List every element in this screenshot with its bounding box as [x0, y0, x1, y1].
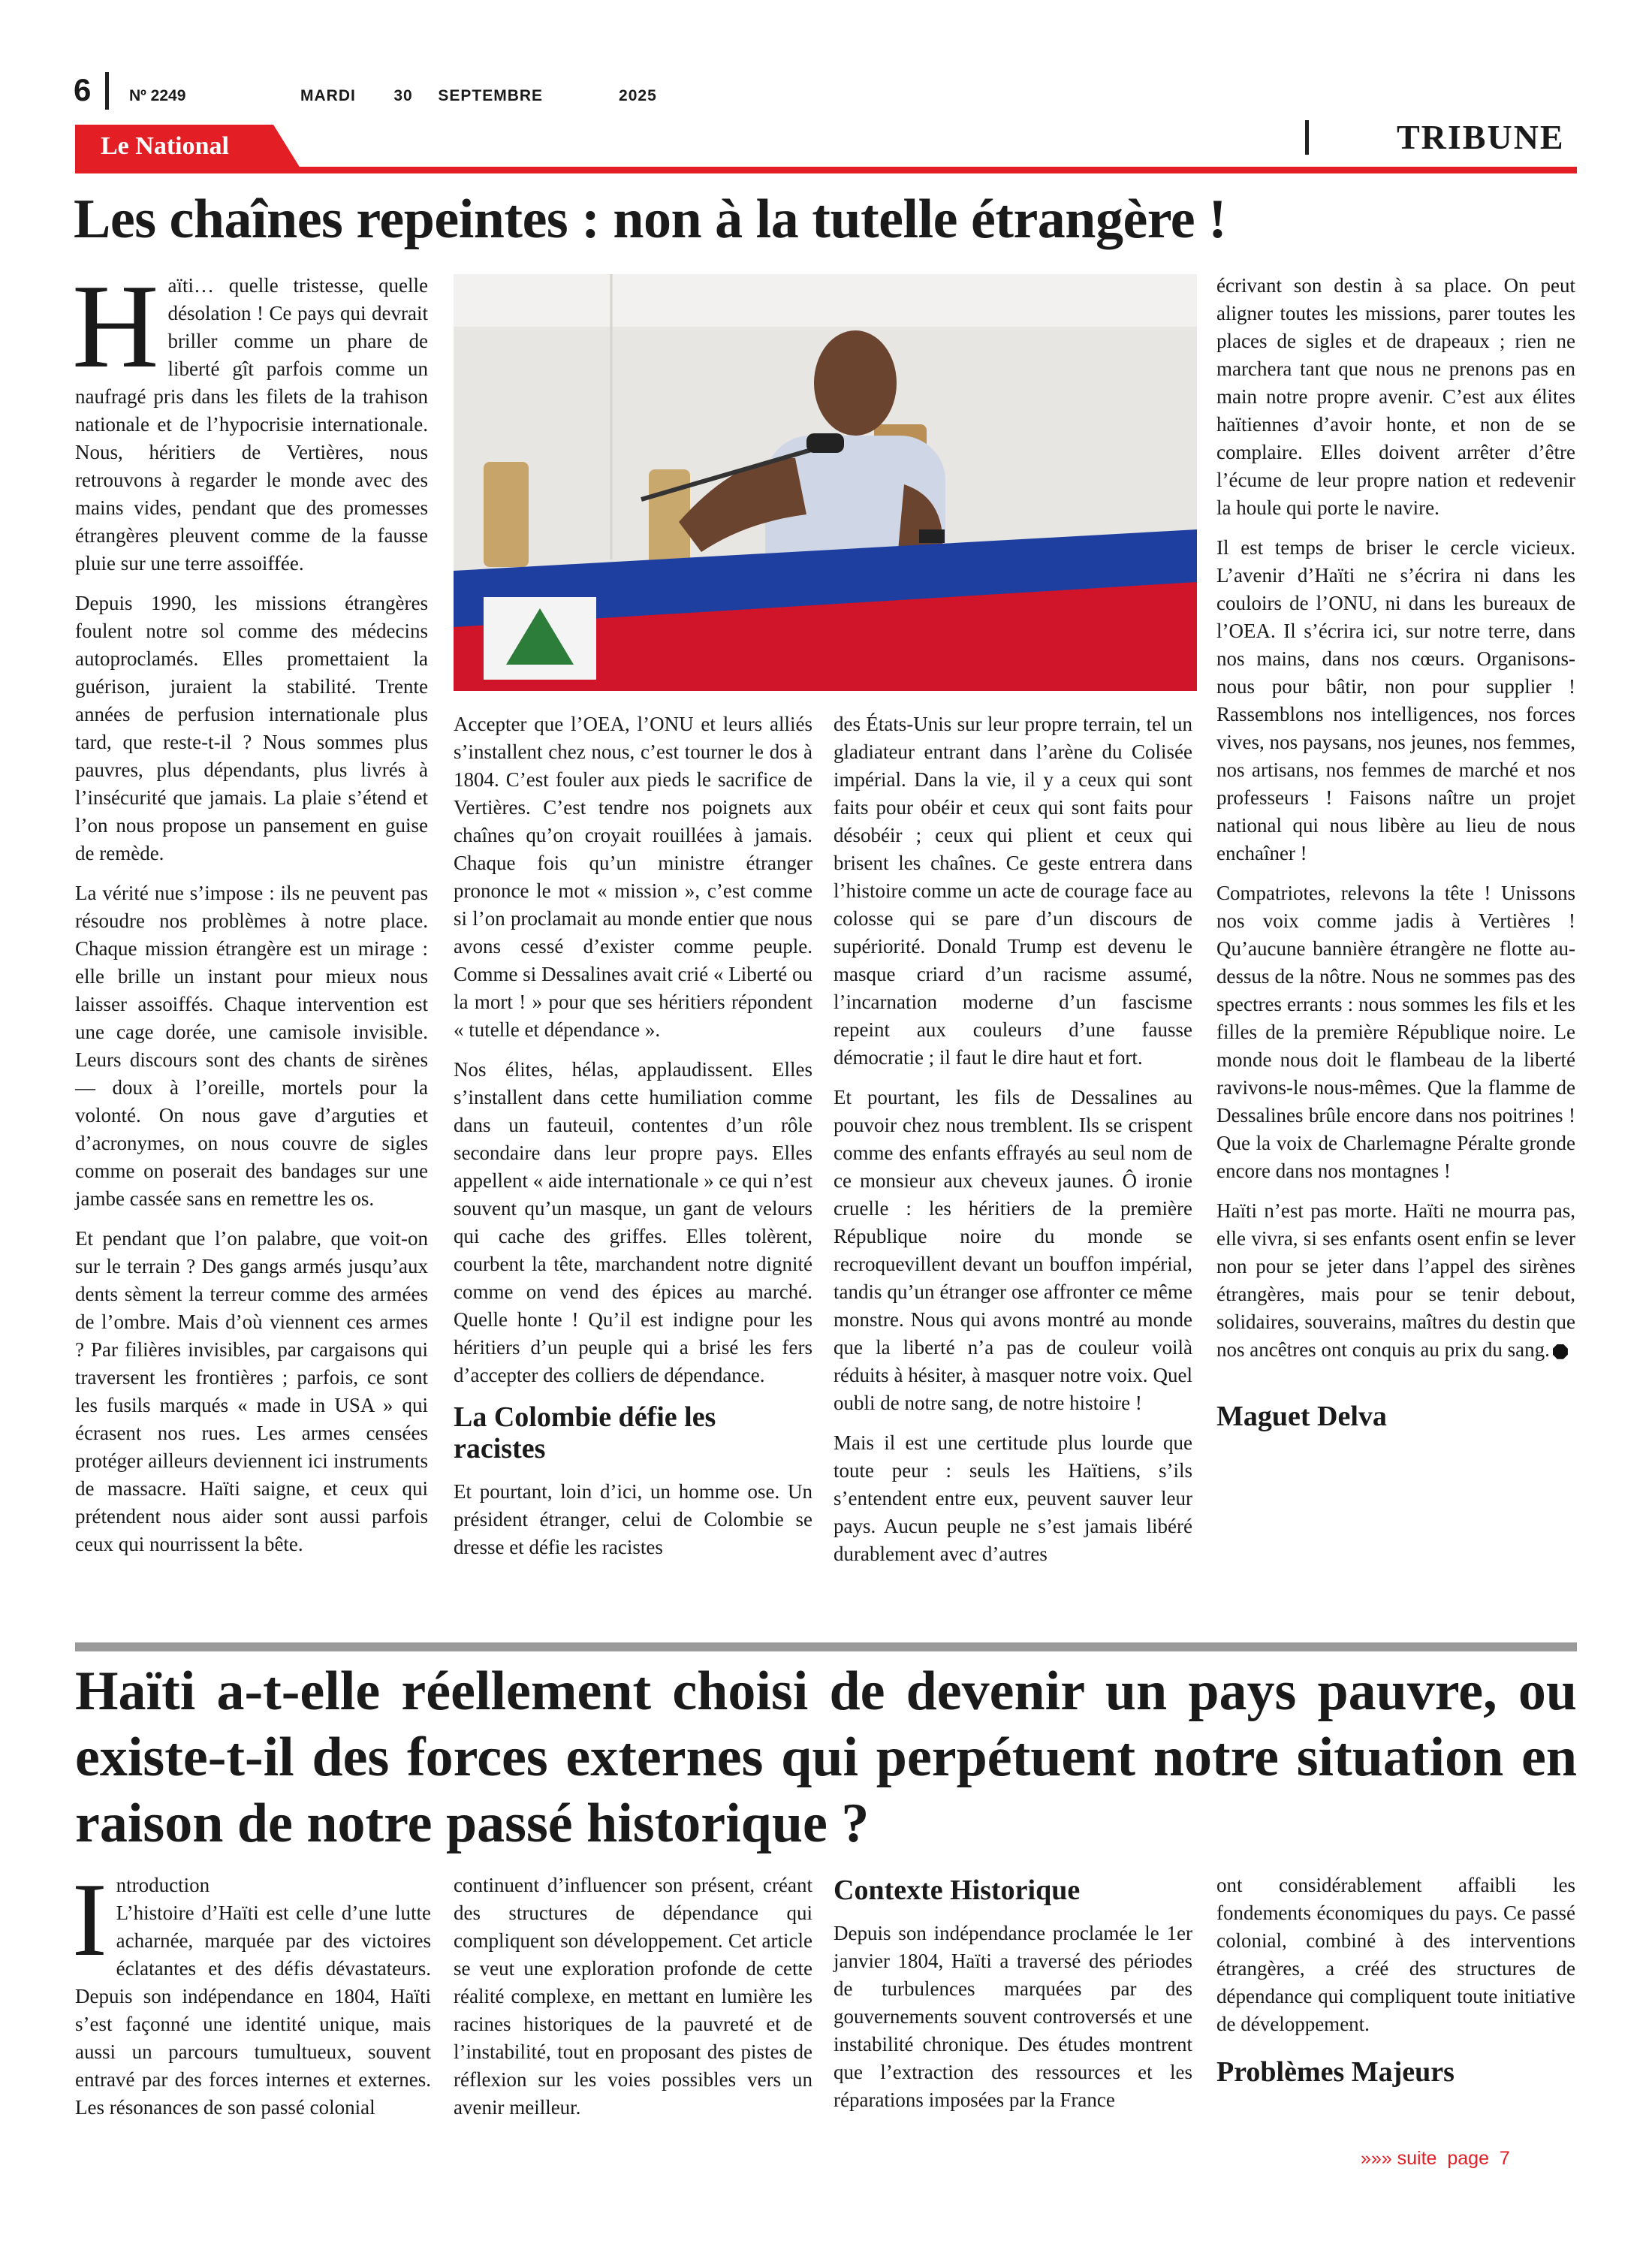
article-separator [75, 1642, 1577, 1651]
article1-paragraph: Nos élites, hélas, applaudissent. Elles s’installent dans cette humiliation comme dans un fauteuil, contentes d’un rôle secondaire dans leur propre pays. Elles appellent « aide internationale » ce qui n’est souvent qu’un masque, un gant de velours qui cache des griffes. Elles tolèrent, courbent la tête, marchandent notre dignité comme on vend des épices au marché. Quelle honte ! Qu’il est indigne pour les héritiers d’un peuple qui a brisé les fers d’accepter des colliers de dépendance. [454, 1058, 812, 1386]
brand-logo: Le National [101, 132, 229, 160]
issue-date: MARDI 30 SEPTEMBRE 2025 [300, 87, 657, 104]
article2-paragraph: continuent d’influencer son présent, créant des structures de dépendance qui compliquent son développement. Cet article se veut une exploration profonde de cette réalité complexe, en mettant en lumière les racines historiques de la pauvreté et de l’instabilité, tout en proposant des pistes de réflexion sur les voies possibles vers un avenir meilleur. [454, 1874, 812, 2119]
article2-paragraph: ont considérablement affaibli les fondements économiques du pays. Ce passé colonial, combiné à des interventions étrangères, a créé des structures de dépendance qui compliquent toute initiative de développement. [1216, 1874, 1575, 2035]
article1-paragraph: Haïti n’est pas morte. Haïti ne mourra pas, elle vivra, si ses enfants osent enfin se lever non pour se jeter dans l’appel des sirènes étrangères, mais pour se tenir debout, solidaires, souverains, maîtres du destin que nos ancêtres ont conquis au prix du sang. [1216, 1199, 1575, 1361]
article1-column-4 [1216, 272, 1575, 1431]
page-number-divider [105, 72, 109, 110]
article1-column-3 [834, 710, 1192, 1580]
article1-paragraph: Haïti… quelle tristesse, quelle désolation ! Ce pays qui devrait briller comme un phare de liberté gît parfois comme un naufragé pris dans les filets de la trahison nationale et de l’hypocrisie internationale. Nous, héritiers de Vertières, nous retrouvons à regarder le monde avec des mains vides, pendant que des promesses étrangères pleuvent comme de la fausse pluie sur une terre assoiffée. [72, 259, 428, 575]
article1-paragraph: Depuis 1990, les missions étrangères foulent notre sol comme des médecins autoproclamés. Elles promettaient la guérison, juraient la stabilité. Trente années de perfusion internationale plus tard, que reste-t-il ? Nous sommes plus pauvres, plus dépendants, plus livrés à l’insécurité que jamais. La plaie s’étend et l’on nous propose un pansement en guise de remède. [75, 592, 428, 864]
article1-author: Maguet Delva [1216, 1401, 1387, 1432]
article2-column-3 [834, 1871, 1192, 2126]
article1-column-2 [454, 710, 812, 1573]
article2-dropcap: I [72, 1862, 107, 1978]
article1-paragraph: Il est temps de briser le cercle vicieux. L’avenir d’Haïti ne s’écrira ni dans les couloirs de l’ONU, ni dans les bureaux de l’OEA. Il s’écrira ici, sur notre terre, dans nos mains, dans nos cœurs. Organisons-nous pour bâtir, non pour supplier ! Rassemblons nos intelligences, nos forces vives, nos paysans, nos jeunes, nos femmes, nos artisans, nos femmes de marché et nos professeurs ! Faisons naître un projet national qui nous libère au lieu de nous enchaîner ! [1216, 536, 1575, 864]
page-number: 6 [74, 72, 92, 107]
speaker-photo-illustration [454, 274, 1197, 691]
article-photo [454, 274, 1197, 691]
article1-paragraph: Et pourtant, les fils de Dessalines au pouvoir chez nous tremblent. Ils se crispent comme des enfants effrayés au seul nom de ce monsieur aux cheveux jaunes. Ô ironie cruelle : les héritiers de la première République noire du monde se recroquevillent devant un bouffon impérial, tandis qu’un étranger ose affronter ce même monstre. Nous qui avons montré au monde que la liberté n’a pas de couleur voilà réduits à hésiter, à masquer notre voix. Quel oubli de notre sang, de notre histoire ! [834, 1086, 1192, 1414]
article1-paragraph: Accepter que l’OEA, l’ONU et leurs alliés s’installent chez nous, c’est tourner le dos à 1804. C’est fouler aux pieds le sacrifice de Vertières. C’est tendre nos poignets aux chaînes qu’on croyait rouillées à jamais. Chaque fois qu’un ministre étranger prononce le mot « mission », c’est comme si l’on proclamait au monde entier que nous avons cessé d’exister comme peuple. Comme si Dessalines avait crié « Liberté ou la mort ! » pour que ses héritiers répondent « tutelle et dépendance ». [454, 713, 812, 1041]
article2-subheading: Problèmes Majeurs [1216, 2056, 1455, 2088]
article1-paragraph: écrivant son destin à sa place. On peut aligner toutes les missions, parer toutes les places de sigles et de drapeaux ; rien ne marchera tant que nous ne prenons pas en main notre propre avenir. C’est aux élites haïtiennes d’avoir honte, et non de se complaire. Elles doivent arrêter d’être l’écume de leur propre nation et redevenir la houle qui porte le navire. [1216, 274, 1575, 519]
article2-column-1 [72, 1862, 431, 2134]
article2-column-2 [454, 1871, 812, 2134]
article1-paragraph: des États-Unis sur leur propre terrain, tel un gladiateur entrant dans l’arène du Colisée impérial. Dans la vie, il y a ceux qui sont faits pour obéir et ceux qui sont faits pour désobéir ; ceux qui plient et ceux qui brisent les chaînes. Ce geste entrera dans l’histoire comme un acte de courage face au colosse qui se pare d’un discours de supériorité. Donald Trump est devenu le masque criard d’un racisme assumé, l’incarnation moderne d’un fascisme repeint aux couleurs d’une fausse démocratie ; il faut le dire haut et fort. [834, 713, 1192, 1069]
section-label: TRIBUNE [1397, 118, 1565, 156]
header-rule [75, 167, 1577, 173]
article1-paragraph: Et pourtant, loin d’ici, un homme ose. Un président étranger, celui de Colombie se dresse et défie les racistes [454, 1480, 812, 1558]
article1-subheading: La Colombie défie les racistes [454, 1401, 716, 1464]
article1-column-1 [72, 259, 428, 1570]
article1-paragraph: La vérité nue s’impose : ils ne peuvent pas résoudre nos problèmes à notre place. Chaque mission étrangère est un mirage : elle brille un instant pour mieux nous laisser assoiffés. Chaque intervention est une cage dorée, une camisole invisible. Leurs discours sont des chants de sirènes — doux à l’oreille, mortels pour la volonté. On nous gave d’arguties et d’acronymes, on nous couvre de sigles comme on poserait des bandages sur une jambe cassée sans en remettre les os. [75, 882, 428, 1210]
article1-paragraph: Et pendant que l’on palabre, que voit-on sur le terrain ? Des gangs armés jusqu’aux dents sèment la terreur comme des armées de l’ombre. Mais d’où viennent ces armes ? Par filières invisibles, par cargaisons qui traversent les frontières ; parfois, ce sont les fusils marqués « made in USA » qui écrasent nos rues. Les armes censées protéger ailleurs deviennent ici instruments de massacre. Haïti saigne, et ceux qui prétendent nous aider sont aussi parfois ceux qui nourrissent la bête. [75, 1227, 428, 1555]
article2-paragraph: Depuis son indépendance proclamée le 1er janvier 1804, Haïti a traversé des périodes de turbulences marquées par des gouvernements souvent controversés et une instabilité chronique. Des études montrent que l’extraction des ressources et les réparations imposées par la France [834, 1922, 1192, 2111]
article1-paragraph: Compatriotes, relevons la tête ! Unissons nos voix comme jadis à Vertières ! Qu’aucune bannière étrangère ne flotte au-dessus de la nôtre. Nous ne sommes pas des spectres errants : nous sommes les fils et les filles de la première République noire. Le monde nous doit le flambeau de la liberté ravivons-le nous-mêmes. Que la flamme de Dessalines brûle encore dans nos poitrines ! Que la voix de Charlemagne Péralte gronde encore dans nos montagnes ! [1216, 882, 1575, 1182]
section-divider [1305, 120, 1309, 155]
continued-link[interactable]: »»» suite page 7 [1361, 2148, 1510, 2169]
article2-column-4 [1216, 1871, 1575, 2101]
article2-title: Haïti a-t-elle réellement choisi de devenir un pays pauvre, ou existe-t-il des forces externes qui perpétuent notre situation en raison de notre passé historique ? [75, 1660, 1577, 1854]
article2-subheading: Contexte Historique [834, 1874, 1081, 1906]
end-mark-icon [1553, 1344, 1568, 1359]
article2-paragraph: Introduction L’histoire d’Haïti est celle d’une lutte acharnée, marquée par des victoires éclatantes et des défis dévastateurs. Depuis son indépendance en 1804, Haïti s’est façonné une identité unique, mais aussi un parcours tumultueux, souvent entravé par des forces internes et externes. Les résonances de son passé colonial [72, 1862, 431, 2119]
article1-title: Les chaînes repeintes : non à la tutelle étrangère ! [74, 189, 1227, 250]
article1-dropcap: H [72, 259, 159, 393]
article1-paragraph: Mais il est une certitude plus lourde que toute peur : seuls les Haïtiens, s’ils s’entendent entre eux, peuvent sauver leur pays. Aucun peuple ne s’est jamais libéré durablement avec d’autres [834, 1431, 1192, 1565]
issue-number: Nº 2249 [129, 87, 186, 104]
